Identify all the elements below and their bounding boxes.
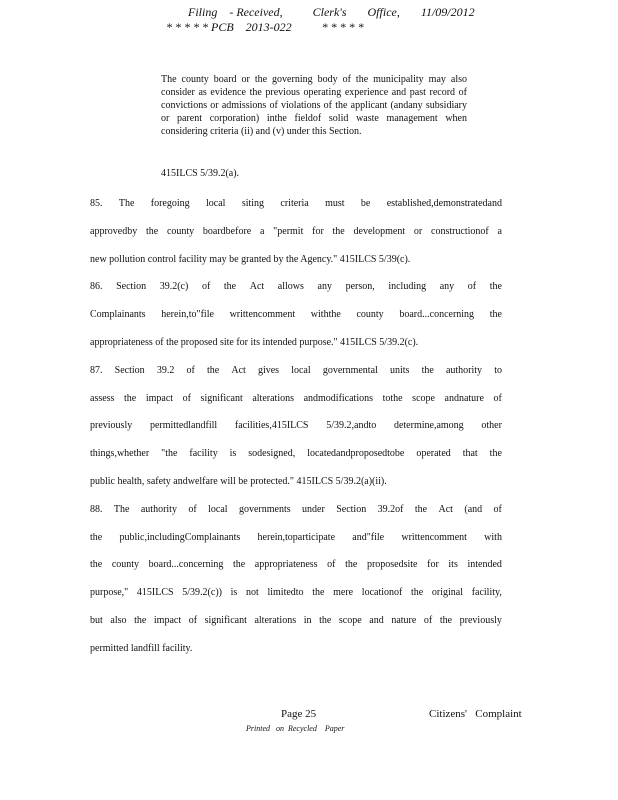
body-line: appropriateness of the proposed site for its intended purpose." 415ILCS 5/39.2(c).	[90, 336, 419, 348]
body-line: 85. The foregoing local siting criteria must be established,demonstratedand	[90, 198, 502, 209]
filing-stamp-line2: * * * * * PCB 2013-022 * * * * *	[166, 20, 364, 34]
body-line: but also the impact of significant alterations in the scope and nature of the previously	[90, 614, 502, 626]
body-line: approvedby the county boardbefore a "permit for the development or constructionof a	[90, 225, 502, 237]
body-line: the county board...concerning the appropriateness of the proposedsite for its intended	[90, 559, 502, 571]
body-line: Complainants herein,to"file writtencomment withthe county board...concerning the	[90, 309, 502, 321]
recycled-paper-note: Printed on Recycled Paper	[246, 724, 345, 733]
body-line: public health, safety andwelfare will be protected." 415ILCS 5/39.2(a)(ii).	[90, 475, 387, 487]
filing-stamp-line1: Filing - Received, Clerk's Office, 11/09/2012	[188, 5, 475, 19]
body-line: 88. The authority of local governments under Section 39.2of the Act (and of	[90, 503, 502, 515]
page-number: Page 25	[281, 708, 317, 720]
body-line: assess the impact of significant alterations andmodifications tothe scope andnature of	[90, 392, 502, 404]
body-line: things,whether "the facility is sodesigned, locatedandproposedtobe operated that the	[90, 448, 502, 460]
document-body	[90, 197, 502, 670]
body-line: previously permittedlandfill facilities,415ILCS 5/39.2,andto determine,among other	[90, 420, 502, 432]
document-title-footer: Citizens' Complaint	[429, 708, 522, 720]
body-line: purpose," 415ILCS 5/39.2(c)) is not limitedto the mere locationof the original facility,	[90, 587, 502, 599]
block-quote	[161, 73, 467, 138]
body-line: 87. Section 39.2 of the Act gives local governmental units the authority to	[90, 364, 502, 376]
block-quote-text: The county board or the governing body of the municipality may also consider as evidence the previous operating experience and past record of convictions or admissions of violations of the applicant (andany subsidiary or parent corporation) inthe fieldof solid waste management when considering criteria (ii) and (v) under this Section.	[161, 74, 467, 137]
body-line: new pollution control facility may be granted by the Agency." 415ILCS 5/39(c).	[90, 253, 411, 265]
body-line: permitted landfill facility.	[90, 642, 193, 654]
block-quote-citation: 415ILCS 5/39.2(a).	[161, 168, 240, 179]
body-line: the public,includingComplainants herein,toparticipate and"file writtencomment with	[90, 531, 502, 543]
body-line: 86. Section 39.2(c) of the Act allows any person, including any of the	[90, 281, 502, 293]
